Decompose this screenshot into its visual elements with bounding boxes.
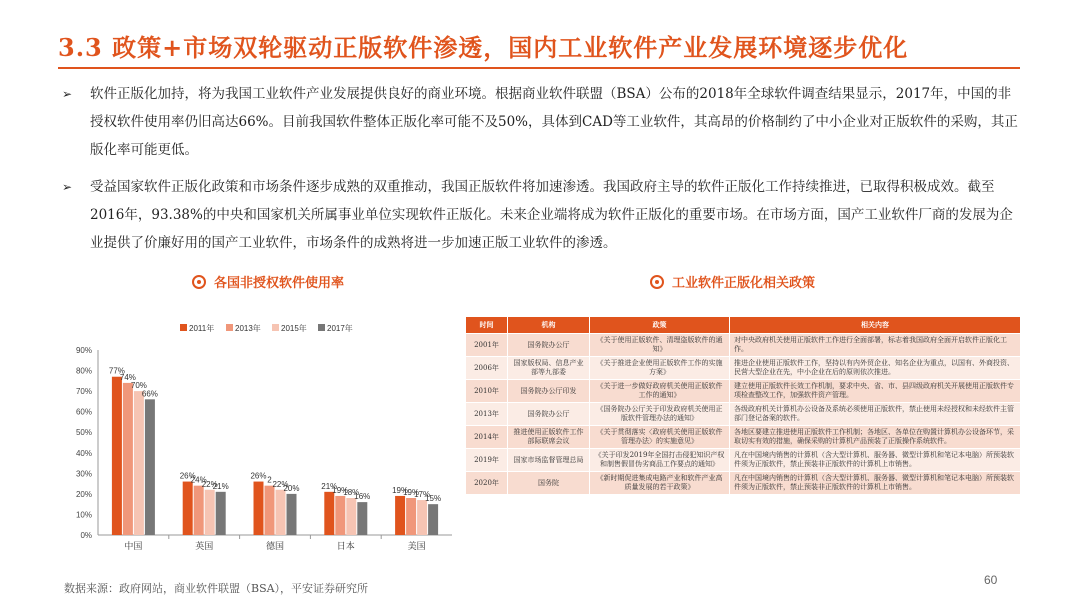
x-tick-label: 中国 bbox=[124, 542, 143, 552]
data-label: 22% bbox=[201, 479, 218, 489]
data-label: 26% bbox=[250, 471, 267, 481]
table-cell: 2014年 bbox=[466, 426, 508, 449]
table-cell: 2006年 bbox=[466, 357, 508, 380]
table-body bbox=[466, 334, 1021, 495]
bar bbox=[183, 482, 193, 535]
bar bbox=[112, 377, 122, 535]
table-cell: 《关于进一步做好政府机关使用正版软件工作的通知》 bbox=[590, 380, 730, 403]
table-header-cell: 政策 bbox=[590, 317, 730, 334]
data-label: 66% bbox=[141, 389, 158, 399]
table-header-cell: 机构 bbox=[508, 317, 590, 334]
y-tick-label: 30% bbox=[75, 469, 92, 479]
y-tick-label: 20% bbox=[75, 489, 92, 499]
bar bbox=[134, 391, 144, 535]
table-header-row bbox=[466, 317, 1021, 334]
data-label: 17% bbox=[414, 490, 431, 500]
y-tick-label: 90% bbox=[75, 346, 92, 355]
data-label: 19% bbox=[332, 485, 349, 495]
table-cell: 《新时期促进集成电路产业和软件产业高质量发展的若干政策》 bbox=[590, 472, 730, 495]
source-note: 数据来源：政府网站，商业软件联盟（BSA），平安证券研究所 bbox=[64, 582, 369, 595]
data-label: 21% bbox=[321, 481, 338, 491]
y-tick-label: 40% bbox=[75, 448, 92, 458]
table-cell: 《关于贯彻落实〈政府机关使用正版软件管理办法〉的实施意见》 bbox=[590, 426, 730, 449]
table-row bbox=[466, 426, 1021, 449]
bar bbox=[428, 504, 438, 535]
table-cell: 国家版权局、信息产业部等九部委 bbox=[508, 357, 590, 380]
table-cell: 国务院办公厅 bbox=[508, 403, 590, 426]
table-row bbox=[466, 334, 1021, 357]
page-number: 60 bbox=[984, 573, 998, 587]
table-cell: 《关于印发2019年全国打击侵犯知识产权和制售假冒伪劣商品工作要点的通知》 bbox=[590, 449, 730, 472]
table-cell: 2001年 bbox=[466, 334, 508, 357]
data-label: 2 bbox=[267, 475, 272, 485]
x-tick-label: 美国 bbox=[407, 542, 426, 552]
table-cell: 国务院 bbox=[508, 472, 590, 495]
x-tick-label: 日本 bbox=[336, 542, 355, 552]
bullet-point-1 bbox=[62, 80, 1022, 164]
arrow-bullet-icon: ➢ bbox=[62, 87, 73, 101]
bar bbox=[287, 494, 297, 535]
unauthorized-software-chart bbox=[60, 315, 460, 565]
bar bbox=[145, 399, 155, 535]
target-icon bbox=[650, 275, 664, 289]
legend-label: 2015年 bbox=[281, 324, 307, 333]
table-cell: 2020年 bbox=[466, 472, 508, 495]
table-cell: 凡在中国境内销售的计算机（含大型计算机、服务器、微型计算机和笔记本电脑）所预装软件须为正版软件，禁止预装非正版软件的计算机上市销售。 bbox=[730, 449, 1021, 472]
table-row bbox=[466, 472, 1021, 495]
data-label: 74% bbox=[119, 372, 136, 382]
table-header-cell: 相关内容 bbox=[730, 317, 1021, 334]
table-cell: 建立使用正版软件长效工作机制，要求中央、省、市、县四级政府机关开展使用正版软件专项检查整改工作，加强软件资产管理。 bbox=[730, 380, 1021, 403]
table-cell: 《关于推进企业使用正版软件工作的实施方案》 bbox=[590, 357, 730, 380]
chart-section-title: 各国非授权软件使用率 bbox=[214, 276, 345, 291]
table-row bbox=[466, 380, 1021, 403]
table-cell: 2013年 bbox=[466, 403, 508, 426]
table-row bbox=[466, 449, 1021, 472]
legend-swatch bbox=[272, 324, 279, 331]
y-tick-label: 70% bbox=[75, 387, 92, 397]
policy-table bbox=[465, 316, 1021, 495]
bar bbox=[335, 496, 345, 535]
data-label: 70% bbox=[130, 381, 147, 391]
y-tick-label: 80% bbox=[75, 366, 92, 376]
bar bbox=[324, 492, 334, 535]
bar bbox=[194, 486, 204, 535]
bullet-point-2 bbox=[62, 173, 1022, 257]
table-cell: 推进企业使用正版软件工作，坚持以有内外贸企业、知名企业为重点，以国有、外商投资、民营大型企业在先，中小企业在后的原则依次推进。 bbox=[730, 357, 1021, 380]
data-label: 19% bbox=[403, 488, 420, 497]
table-cell: 国务院办公厅印发 bbox=[508, 380, 590, 403]
page-title: 3.3 政策+市场双轮驱动正版软件渗透，国内工业软件产业发展环境逐步优化 bbox=[58, 33, 909, 62]
data-label: 16% bbox=[354, 492, 371, 502]
bar bbox=[346, 498, 356, 535]
data-label: 18% bbox=[343, 488, 360, 497]
table-section-title: 工业软件正版化相关政策 bbox=[672, 276, 816, 291]
arrow-bullet-icon: ➢ bbox=[62, 180, 73, 194]
table-row bbox=[466, 403, 1021, 426]
legend-label: 2013年 bbox=[235, 324, 261, 333]
data-label: 22% bbox=[272, 479, 289, 489]
table-cell: 2019年 bbox=[466, 449, 508, 472]
table-cell: 推进使用正版软件工作部际联席会议 bbox=[508, 426, 590, 449]
x-tick-label: 英国 bbox=[195, 542, 214, 552]
table-row bbox=[466, 357, 1021, 380]
table-section-heading bbox=[650, 272, 815, 291]
bar bbox=[357, 502, 367, 535]
data-label: 26% bbox=[179, 471, 196, 481]
bar bbox=[417, 500, 427, 535]
table-cell: 《国务院办公厅关于印发政府机关使用正版软件管理办法的通知》 bbox=[590, 403, 730, 426]
table-cell: 《关于使用正版软件、清理盗版软件的通知》 bbox=[590, 334, 730, 357]
data-label: 77% bbox=[108, 366, 125, 376]
table-cell: 凡在中国境内销售的计算机（含大型计算机、服务器、微型计算机和笔记本电脑）所预装软件须为正版软件，禁止预装非正版软件的计算机上市销售。 bbox=[730, 472, 1021, 495]
table-cell: 国务院办公厅 bbox=[508, 334, 590, 357]
y-tick-label: 0% bbox=[80, 531, 92, 540]
bar bbox=[276, 490, 286, 535]
data-label: 20% bbox=[283, 483, 300, 493]
bar bbox=[265, 486, 275, 535]
bullet-text: 受益国家软件正版化政策和市场条件逐步成熟的双重推动，我国正版软件将加速渗透。我国政府主导的软件正版化工作持续推进，已取得积极成效。截至2016年，93.38%的中央和国家机关所属事业单位实现软件正版化。未来企业端将成为软件正版化的重要市场。在市场方面，国产工业软件厂商的发展为企业提供了价廉好用的国产工业软件，市场条件的成熟将进一步加速正版工业软件的渗透。 bbox=[90, 179, 1013, 251]
bar bbox=[254, 482, 264, 535]
y-tick-label: 10% bbox=[75, 510, 92, 520]
bar bbox=[406, 498, 416, 535]
legend-swatch bbox=[226, 324, 233, 331]
table-header-cell: 时间 bbox=[466, 317, 508, 334]
table-cell: 国家市场监督管理总局 bbox=[508, 449, 590, 472]
data-label: 15% bbox=[425, 494, 442, 504]
target-icon bbox=[192, 275, 206, 289]
title-divider bbox=[58, 67, 1020, 69]
bar bbox=[205, 490, 215, 535]
table-cell: 各级政府机关计算机办公设备及系统必须使用正版软件，禁止使用未经授权和未经软件主管部门登记备案的软件。 bbox=[730, 403, 1021, 426]
table-cell: 各地区要建立推进使用正版软件工作机制；各地区、各单位在购置计算机办公设备环节，采取切实有效的措施，确保采购的计算机产品预装了正版操作系统软件。 bbox=[730, 426, 1021, 449]
data-label: 19% bbox=[392, 485, 409, 495]
legend-label: 2011年 bbox=[189, 324, 215, 333]
bar bbox=[216, 492, 226, 535]
bullet-text: 软件正版化加持，将为我国工业软件产业发展提供良好的商业环境。根据商业软件联盟（BSA）公布的2018年全球软件调查结果显示，2017年，中国的非授权软件使用率仍旧高达66%。目前我国软件整体正版化率可能不及50%，具体到CAD等工业软件，其高昂的价格制约了中小企业对正版软件的采购，其正版化率可能更低。 bbox=[90, 86, 1018, 158]
data-label: 21% bbox=[212, 481, 229, 491]
chart-section-heading bbox=[192, 272, 344, 291]
table-cell: 2010年 bbox=[466, 380, 508, 403]
legend-swatch bbox=[318, 324, 325, 331]
y-tick-label: 50% bbox=[75, 428, 92, 438]
bar bbox=[395, 496, 405, 535]
y-tick-label: 60% bbox=[75, 407, 92, 417]
legend-swatch bbox=[180, 324, 187, 331]
table-cell: 对中央政府机关使用正版软件工作进行全面部署，标志着我国政府全面开启软件正版化工作。 bbox=[730, 334, 1021, 357]
bar bbox=[123, 383, 133, 535]
legend-label: 2017年 bbox=[327, 324, 353, 333]
x-tick-label: 德国 bbox=[265, 542, 285, 552]
data-label: 24% bbox=[190, 475, 207, 485]
